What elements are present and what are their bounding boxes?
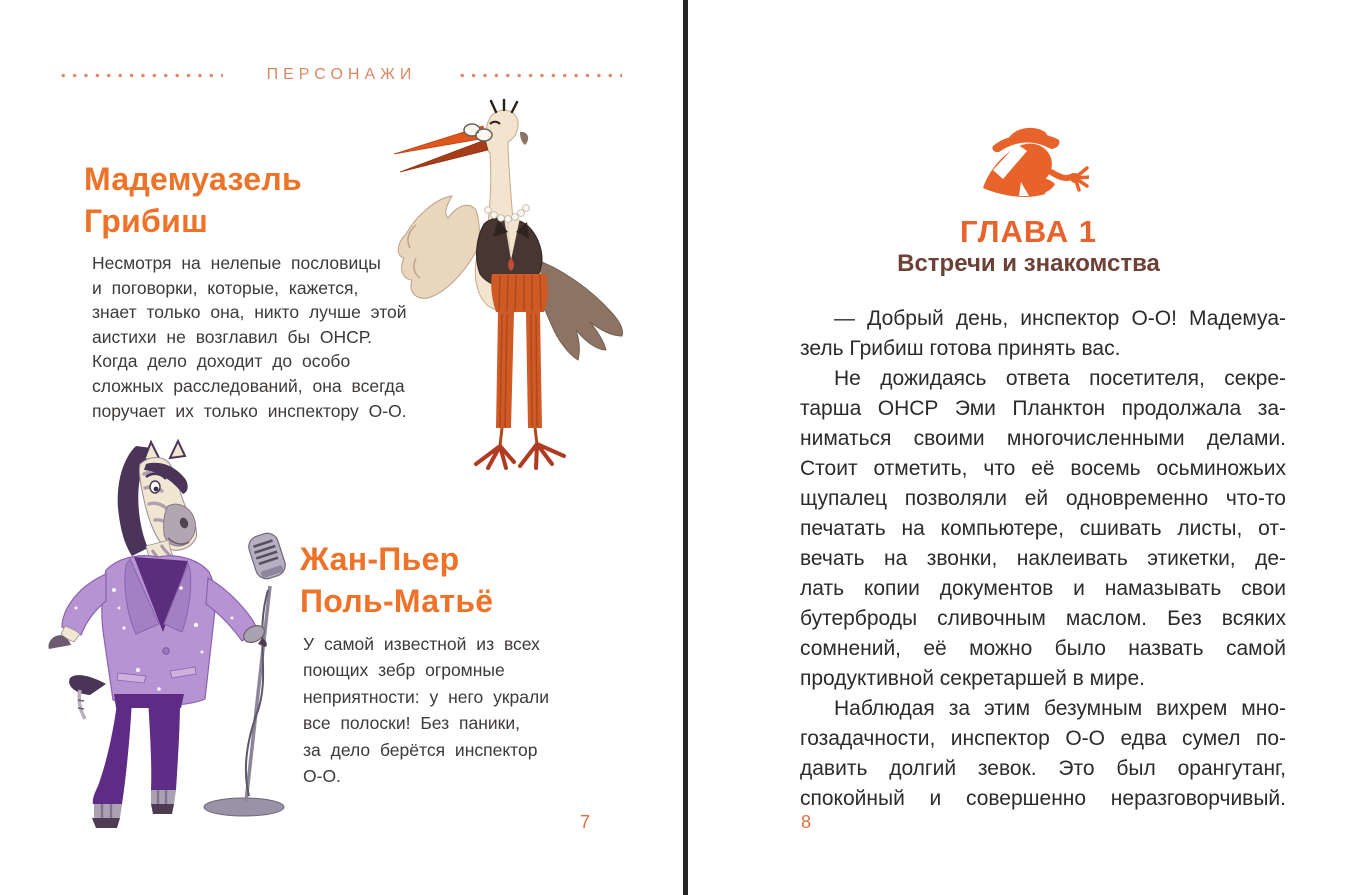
microphone-stand [204,530,288,816]
title-line: Мадемуазель [84,161,302,197]
text-line: поющих зебр огромные [303,660,505,681]
character-title-gribish [84,158,302,242]
text-line: давить долгий зевок. Это был орангутанг, [800,757,1286,780]
text-line: сомнений, её можно было назвать самой [800,637,1286,660]
text-line: О-О. [303,766,341,787]
text-line: печатать на компьютере, сшивать листы, от- [800,517,1286,540]
detective-silhouette-icon [969,122,1089,208]
title-line: Грибиш [84,203,209,239]
character-description-jean-pierre [303,631,549,789]
text-line: Не дожидаясь ответа посетителя, секре- [834,367,1286,390]
dotted-divider-left [61,73,223,78]
character-title-jean-pierre [300,538,493,622]
text-line: ниматься своими многочисленными делами. [800,427,1286,450]
title-line: Жан-Пьер [300,541,460,577]
text-line: тарша ОНСР Эми Планктон продолжала за- [800,397,1286,420]
text-line: — Добрый день, инспектор О-О! Мадемуа- [834,307,1286,330]
text-line: и поговорки, которые, кажется, [92,277,359,298]
text-line: продуктивной секретаршей в мире. [800,667,1146,690]
text-line: знает только она, никто лучше этой [92,302,407,323]
text-line: лать копии документов и намазывать свои [800,577,1286,600]
page-number-left: 7 [580,812,591,832]
text-line: Несмотря на нелепые пословицы [92,253,381,273]
text-line: Когда дело доходит до особо [92,351,351,372]
page-left [0,0,683,895]
stork-character-illustration [380,98,632,478]
page-number-right: 8 [801,812,812,832]
text-line: аистихи не возглавил бы ОНСР. [92,326,373,347]
page-right [688,0,1369,895]
text-line: бутерброды сливочным маслом. Без всяких [800,607,1286,630]
text-line: за дело берётся инспектор [303,739,538,760]
text-line: зель Грибиш готова принять вас. [800,337,1121,360]
characters-header [0,66,683,84]
text-line: все полоски! Без паники, [303,713,520,734]
chapter-body-text [800,304,1286,814]
title-line: Поль-Матьё [300,583,494,619]
text-line: гозадачности, инспектор О-О едва сумел по- [800,727,1286,750]
characters-header-label: ПЕРСОНАЖИ [266,66,417,83]
text-line: поручает их только инспектору О-О. [92,400,407,421]
text-line: сложных расследований, она всегда [92,375,405,396]
text-line: щупалец позволяли ей одновременно что-то [800,487,1286,510]
character-description-gribish [92,251,407,423]
chapter-subtitle: Встречи и знакомства [897,250,1160,277]
stork-feet [476,444,564,468]
dotted-divider-right [460,73,622,78]
text-line: У самой известной из всех [303,634,540,654]
text-line: вечать на звонки, наклеивать этикетки, де- [800,547,1286,570]
vintage-microphone-icon [246,530,288,581]
zebra-singer-illustration [18,438,303,830]
chapter-label: ГЛАВА 1 [959,214,1098,249]
text-line: неприятности: у него украли [303,686,549,707]
text-line: Наблюдая за этим безумным вихрем мно- [834,697,1286,720]
text-line: спокойный и совершенно неразговорчивый. [800,787,1286,810]
text-line: Стоит отметить, что её восемь осьминожьих [800,457,1286,480]
